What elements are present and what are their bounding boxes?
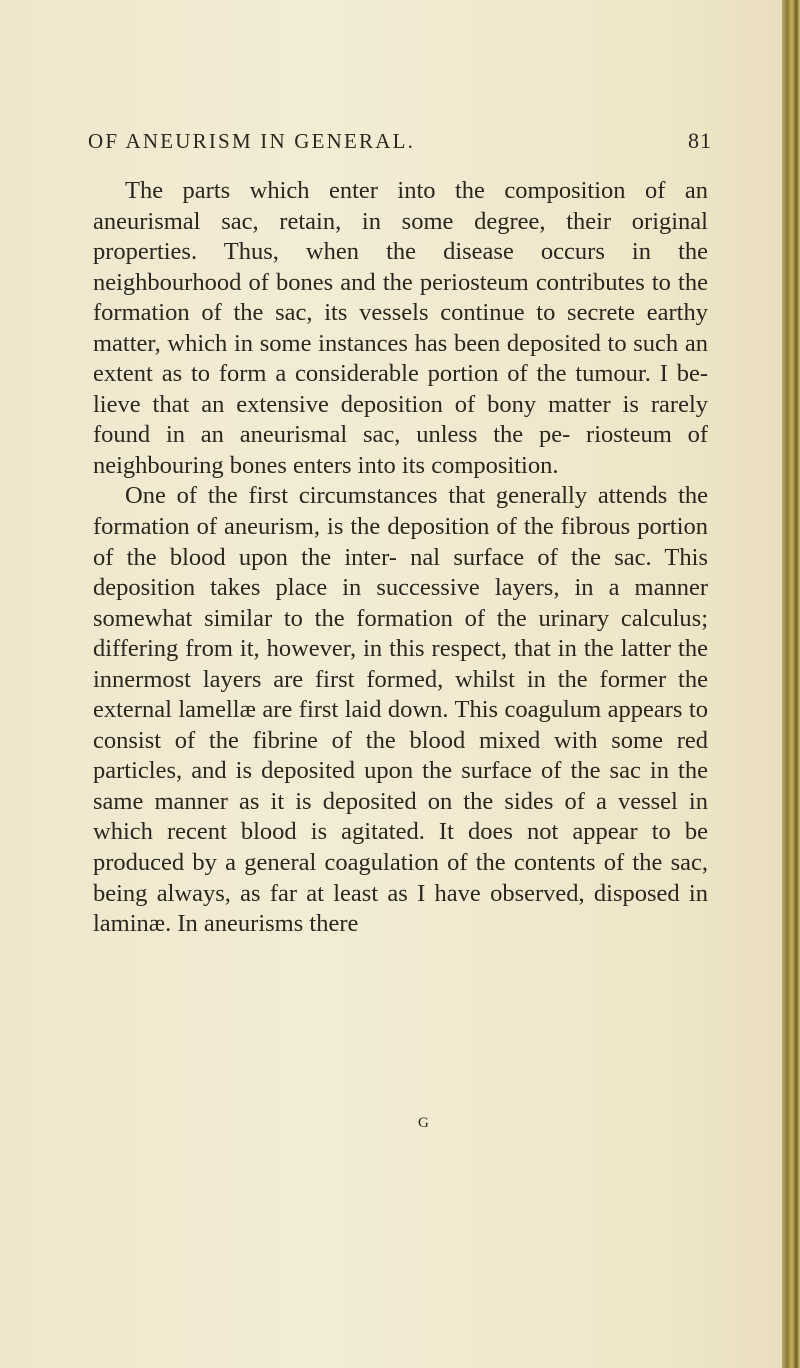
paragraph-2: One of the first circumstances that generally attends the formation of aneurism, is the deposition of the fibrous portion of the blood upon the inter- nal surface of the sac. This deposition takes place in successive layers, in a manner somewhat similar to the formation of the urinary calculus; differing from it, however, in this respect, that in the latter the innermost layers are first formed, whilst in the former the external lamellæ are first laid down. This coagulum appears to consist of the fibrine of the blood mixed with some red particles, and is deposited upon the surface of the sac in the same manner as it is deposited on the sides of a vessel in which recent blood is agitated. It does not appear to be produced by a general coagulation of the contents of the sac, being always, as far at least as I have observed, disposed in laminæ. In aneurisms there — [93, 482, 708, 938]
page-number: 81 — [688, 128, 712, 153]
running-head-title: OF ANEURISM IN GENERAL. — [88, 129, 416, 153]
paragraph-1: The parts which enter into the composition of an aneurismal sac, retain, in some degree, their original properties. Thus, when the disease occurs in the neighbourhood of bones and the periosteum contributes to the formation of the sac, its vessels continue to secrete earthy matter, which in some instances has been deposited to such an extent as to form a considerable portion of the tumour. I be- lieve that an extensive deposition of bony matter is rarely found in an aneurismal sac, unless the pe- riosteum of neighbouring bones enters into its composition. — [93, 177, 708, 479]
binding-edge — [782, 0, 800, 1368]
running-head — [88, 128, 712, 158]
signature-mark: G — [418, 1115, 430, 1131]
body-text — [93, 176, 708, 940]
